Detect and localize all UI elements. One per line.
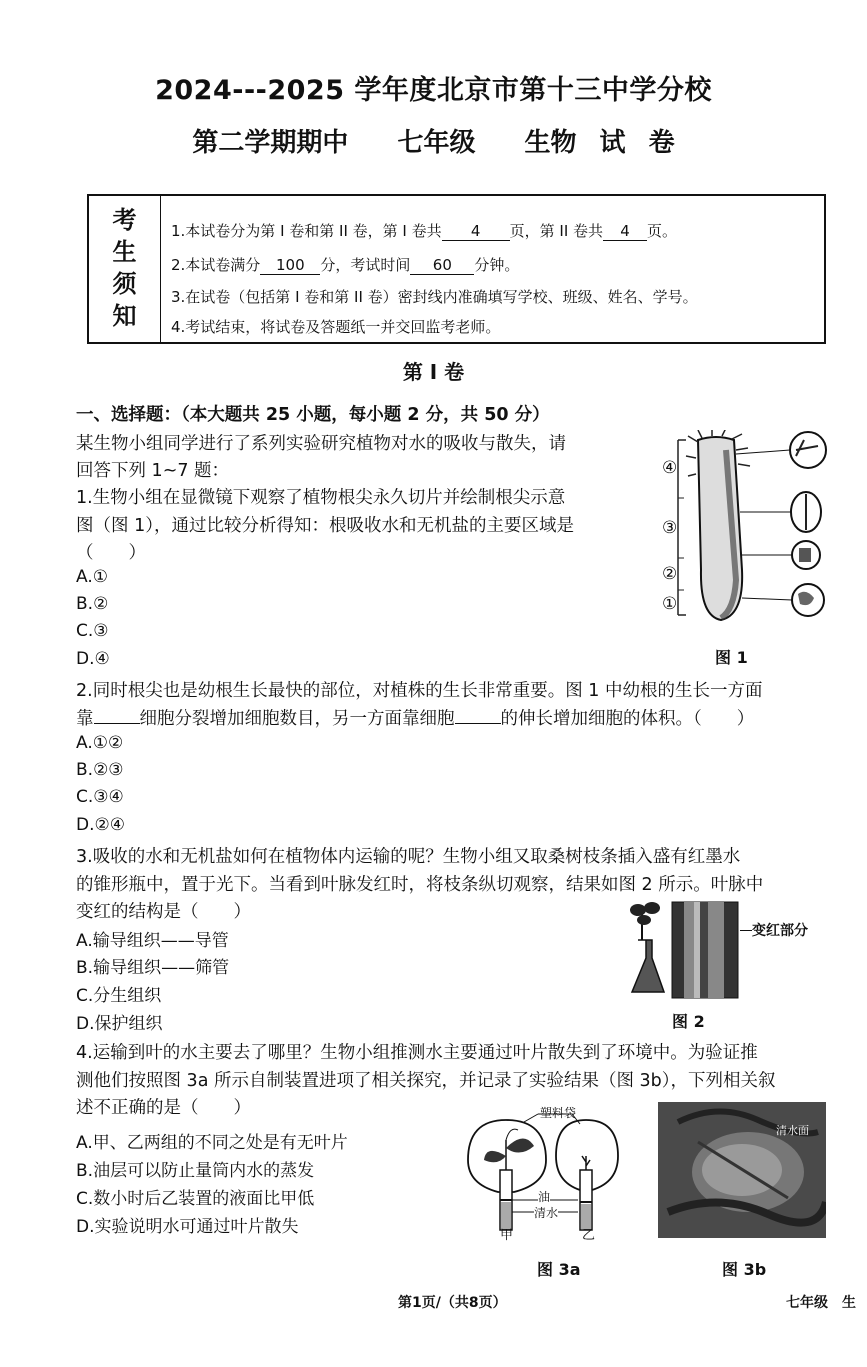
notice-item-1: 1.本试卷分为第 I 卷和第 II 卷，第 I 卷共 4 页，第 II 卷共 4 页。: [171, 222, 678, 240]
q3-option-d: D.保护组织: [76, 1014, 163, 1034]
q3-option-c: C.分生组织: [76, 986, 162, 1006]
q3-line2: 的锥形瓶中，置于光下。当看到叶脉发红时，将枝条纵切观察，结果如图 2 所示。叶脉中: [76, 875, 764, 895]
q1-option-b: B.②: [76, 594, 109, 614]
figure-1-caption: 图 1: [715, 648, 748, 667]
fig3a-label-yi: 乙: [582, 1228, 596, 1243]
q1-line3: （ ）: [76, 543, 146, 563]
section-intro-line1: 某生物小组同学进行了系列实验研究植物对水的吸收与散失，请: [76, 434, 566, 454]
fig2-label-red-part: 变红部分: [752, 923, 808, 939]
section-intro-line2: 回答下列 1~7 题：: [76, 461, 230, 481]
page-number: 第1页/（共8页）: [398, 1295, 507, 1311]
q2-option-d: D.②④: [76, 815, 125, 835]
q4-line3: 述不正确的是（ ）: [76, 1098, 251, 1118]
q2-option-a: A.①②: [76, 733, 124, 753]
figure-3a-caption: 图 3a: [537, 1260, 581, 1279]
figure-2-image: [628, 900, 740, 1000]
figure-3b-photo: [658, 1102, 826, 1238]
q4-line1: 4.运输到叶的水主要去了哪里？生物小组推测水主要通过叶片散失到了环境中。为验证推: [76, 1043, 758, 1063]
q4-option-a: A.甲、乙两组的不同之处是有无叶片: [76, 1133, 348, 1153]
notice-item-3: 3.在试卷（包括第 I 卷和第 II 卷）密封线内准确填写学校、班级、姓名、学号。: [171, 288, 698, 306]
notice-item-4: 4.考试结束，将试卷及答题纸一并交回监考老师。: [171, 318, 501, 336]
notice-label: 考 生 须 知: [89, 196, 161, 342]
fig3b-label: 清水面: [776, 1124, 809, 1137]
q2-option-c: C.③④: [76, 787, 124, 807]
fig2-leader-line: [740, 930, 752, 931]
exam-title: 2024---2025 学年度北京市第十三中学分校: [155, 75, 712, 106]
exam-subtitle: 第二学期期中 七年级 生物 试 卷: [192, 128, 675, 158]
notice-item-2: 2.本试卷满分 100 分，考试时间 60 分钟。: [171, 256, 520, 274]
q3-option-a: A.输导组织——导管: [76, 931, 229, 951]
q3-line1: 3.吸收的水和无机盐如何在植物体内运输的呢？生物小组又取桑树枝条插入盛有红墨水: [76, 847, 741, 867]
q1-line2: 图（图 1），通过比较分析得知：根吸收水和无机盐的主要区域是: [76, 516, 574, 536]
exam-notice-box: [87, 194, 826, 344]
fig1-label-2: ②: [662, 564, 678, 584]
fig1-label-3: ③: [662, 518, 678, 538]
q4-line2: 测他们按照图 3a 所示自制装置进项了相关探究，并记录了实验结果（图 3b），下列相关叙: [76, 1071, 776, 1091]
figure-1-root-tip: [656, 430, 836, 630]
q1-option-a: A.①: [76, 567, 108, 587]
fig3a-label-jia: 甲: [500, 1228, 514, 1243]
fig3a-label-oil: 油: [538, 1190, 551, 1204]
q2-line1: 2.同时根尖也是幼根生长最快的部位，对植株的生长非常重要。图 1 中幼根的生长一方面: [76, 681, 763, 701]
q1-option-c: C.③: [76, 621, 109, 641]
figure-3b-caption: 图 3b: [722, 1260, 767, 1279]
q4-option-d: D.实验说明水可通过叶片散失: [76, 1217, 299, 1237]
footer-grade: 七年级 生: [786, 1295, 856, 1311]
q3-option-b: B.输导组织——筛管: [76, 958, 230, 978]
q1-line1: 1.生物小组在显微镜下观察了植物根尖永久切片并绘制根尖示意: [76, 488, 566, 508]
q2-option-b: B.②③: [76, 760, 124, 780]
q1-option-d: D.④: [76, 649, 110, 669]
q4-option-c: C.数小时后乙装置的液面比甲低: [76, 1189, 315, 1209]
fig3a-label-water: 清水: [534, 1206, 559, 1220]
fig3a-label-bag: 塑料袋: [540, 1106, 577, 1120]
q4-option-b: B.油层可以防止量筒内水的蒸发: [76, 1161, 315, 1181]
fig1-label-4: ④: [662, 458, 678, 478]
q2-line2: 靠 细胞分裂增加细胞数目，另一方面靠细胞 的伸长增加细胞的体积。（ ）: [76, 709, 755, 729]
volume-title: 第 I 卷: [402, 360, 465, 384]
figure-2-caption: 图 2: [672, 1012, 705, 1031]
figure-3a-diagram: [462, 1100, 642, 1243]
q3-line3: 变红的结构是（ ）: [76, 902, 251, 922]
section-heading: 一、选择题：（本大题共 25 小题，每小题 2 分，共 50 分）: [76, 405, 550, 425]
fig1-label-1: ①: [662, 594, 678, 614]
